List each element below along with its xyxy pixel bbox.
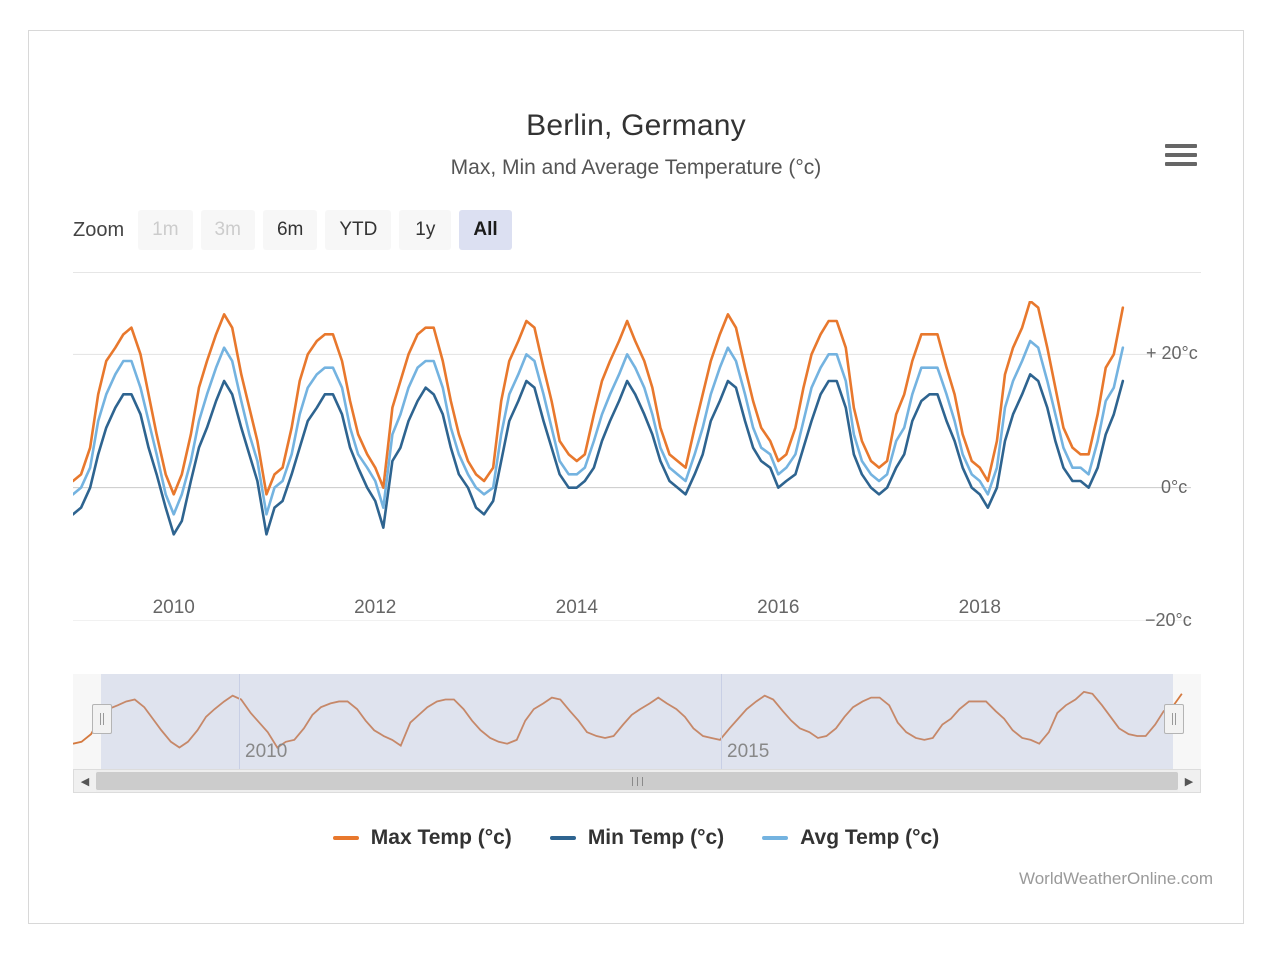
x-axis bbox=[73, 597, 1201, 637]
zoom-range-selector bbox=[73, 209, 520, 251]
menu-bar-3 bbox=[1165, 162, 1197, 166]
chart-subtitle: Max, Min and Average Temperature (°c) bbox=[450, 156, 822, 179]
credits-label: WorldWeatherOnline.com bbox=[1018, 869, 1213, 888]
page-title: Berlin, Germany bbox=[526, 109, 746, 142]
zoom-button-1y[interactable]: 1y bbox=[399, 210, 451, 250]
legend-label-max-temp: Max Temp (°c) bbox=[370, 826, 512, 849]
navigator-year-2010: 2010 bbox=[245, 741, 288, 762]
y-axis-label-20: + 20°c bbox=[1146, 343, 1198, 364]
hamburger-menu-icon[interactable] bbox=[1161, 139, 1201, 173]
navigator-handle-left[interactable] bbox=[92, 704, 112, 734]
legend-item-max-temp[interactable] bbox=[333, 826, 512, 850]
zoom-button-1m[interactable]: 1m bbox=[138, 210, 192, 250]
navigator[interactable] bbox=[73, 674, 1201, 769]
x-axis-tick-2016: 2016 bbox=[757, 597, 800, 618]
y-axis-label-0: 0°c bbox=[1161, 476, 1188, 497]
legend-item-min-temp[interactable] bbox=[550, 826, 724, 850]
x-axis-tick-2018: 2018 bbox=[958, 597, 1001, 618]
zoom-button-ytd[interactable]: YTD bbox=[325, 210, 391, 250]
header-divider bbox=[73, 272, 1201, 273]
chart-card bbox=[28, 30, 1244, 924]
scrollbar-right-arrow[interactable]: ▶ bbox=[1178, 770, 1200, 792]
scrollbar-track[interactable] bbox=[96, 770, 1178, 792]
temperature-line-chart bbox=[73, 301, 1201, 621]
scrollbar-thumb[interactable] bbox=[96, 772, 1178, 790]
navigator-year-2015: 2015 bbox=[727, 741, 770, 762]
legend-item-avg-temp[interactable] bbox=[762, 826, 939, 850]
menu-bar-1 bbox=[1165, 144, 1197, 148]
legend-label-avg-temp: Avg Temp (°c) bbox=[800, 826, 940, 849]
zoom-button-6m[interactable]: 6m bbox=[263, 210, 317, 250]
main-plot-area bbox=[73, 301, 1201, 630]
menu-bar-2 bbox=[1165, 153, 1197, 157]
scrollbar-left-arrow[interactable]: ◀ bbox=[74, 770, 96, 792]
legend-swatch-max-temp bbox=[333, 836, 359, 840]
chart-legend bbox=[29, 826, 1243, 850]
zoom-button-3m[interactable]: 3m bbox=[201, 210, 255, 250]
y-axis-label-minus20: −20°c bbox=[1145, 610, 1192, 630]
navigator-scrollbar[interactable] bbox=[73, 769, 1201, 793]
legend-swatch-avg-temp bbox=[762, 836, 788, 840]
legend-label-min-temp: Min Temp (°c) bbox=[587, 826, 725, 849]
x-axis-tick-2014: 2014 bbox=[555, 597, 598, 618]
legend-swatch-min-temp bbox=[550, 836, 576, 840]
zoom-button-all[interactable]: All bbox=[459, 210, 511, 250]
x-axis-tick-2010: 2010 bbox=[152, 597, 195, 618]
navigator-handle-right[interactable] bbox=[1164, 704, 1184, 734]
zoom-label: Zoom bbox=[73, 218, 125, 241]
x-axis-tick-2012: 2012 bbox=[354, 597, 397, 618]
